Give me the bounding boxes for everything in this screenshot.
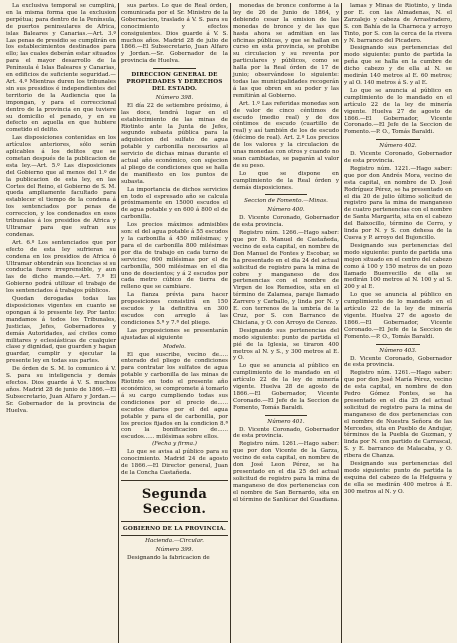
paragraph: Registro núm. 1261.—Hago saber: que por don Vicente de la Garza, vecino de esta capital, en nombre de don José Leon Pérez, se ha presentado en el dia 25 del actual solicitud de registro para la mina de manganeso de dos pertenencias con el nombre de San Bernardo, sita en el término de Sanlúcar del Guadiana. <box>233 441 339 503</box>
notice-number: Número 402. <box>379 143 417 150</box>
column-2 <box>119 3 230 643</box>
paragraph: Designando la fabricacion de <box>127 554 210 561</box>
government-heading: GOBIERNO DE LA PROVINCIA. <box>122 525 227 532</box>
paragraph: Designando sus pertenencias del modo siguiente: punto de partida la esquina del cabezo de la Helguera y de ella se medirán 400 metros á E. 300 metros al N. y O. <box>344 461 452 495</box>
section-divider <box>376 344 419 345</box>
section-label: Seccion de Fomento.—Minas. <box>244 198 328 205</box>
paragraph: Art. 1.º Las referidas monedas son de valor de cinco céntimos de escudo (medio real) y de dos céntimos de escudo (cuartillo de real) y así también de los de escudo (décimo de real). Art. 2.º Los precios de los valores y la circulacion de unas monedas con otros y cuando no sean cambiadas, se pagarán al valor de su peso. <box>233 100 339 169</box>
paragraph: De órden de S. M. lo comunico á V. S. para su inteligencia y demás efectos. Dios guarde á V. S. muchos años. Madrid 28 de junio de 1866.—El Subsecretario, Juan Alfaro y Jordan.—Sr. Gobernador de la provincia de Huelva. <box>6 366 116 414</box>
paragraph: Designando sus pertenencias del modo siguiente: punto de partida una mojon situado en el centro del cabezo como á 100 y 150 metros de un pozo llamado Buenvecillo de ella se medirán 100 metros al N. 100 y al S. 200 y al E. <box>344 242 452 291</box>
paragraph: Los precios máximos admisibles son: el del agua potable á 55 escudos y la carbonilla á 450 milésimas; y para el de carbonilla 800 milésimas por dia de trabajo en cada turno de servicios; 600 milésimas por el de carbonilla, 500 milésimas en el dia uno de doscientos; y á 2 escudos por cada metro cúbico de tierra de relleno que se cambiare. <box>121 222 228 291</box>
paragraph: Art. 6.º Los sentenciados que por efecto de esta ley sufrieran su condena en los presidios de Africa ó Ultramar obtendrán sus licencias si su conducta fuere irreprensible, y aun las de dicho mando.—Art. 7.º El Gobierno podrá utilizar el trabajo de los sentenciados á trabajos públicos. <box>6 239 116 295</box>
section-divider <box>153 68 196 69</box>
paragraph: Registro núm. 1261.—Hago saber: que por don José María Pérez, vecino de esta capital, en nombre de don Pedro Gómez Fontes, se ha presentado en el dia 25 del actual solicitud de registro para la mina de manganeso de dos pertenencias con el nombre de Nuestra Señora de las Mercedes, sita en Pueblo de Andujar, términos de la Puebla de Guzman, y linda por N. con partido de Carrascal, S. y E. barranco de Malacaba, y O. ribera de Chanza. <box>344 370 452 460</box>
section-title: Segunda Seccion. <box>141 486 208 517</box>
paragraph: El día 22 de setiembre próximo, á las doce, tendrá lugar en el establecimiento de las minas de Riotinto ante la Junta de Jefes, segundo subasta pública para la adquisicion del sulfato de agua potable y carbonilla necesarios al servicio de dichas minas durante el actual año económico, con sujecion al pliego de condiciones que se halla de manifiesto en los puntos de subasta. <box>121 102 228 185</box>
column-4 <box>342 3 452 643</box>
subsection-label: Hacienda.—Circular. <box>145 537 204 544</box>
column-3 <box>231 3 341 643</box>
notice-number: Número 401. <box>267 418 305 425</box>
notice-number: Número 398. <box>155 94 194 101</box>
section-divider <box>265 415 307 416</box>
paragraph: Registro núm. 1221.—Hago saber: que por don Andrés Mora, vecino de esta capital, en nombre de D. José Rodríguez Pérez, se ha presentado en el dia 20 de julio último solicitud de registro para la mina de manganeso de cuatro pertenencias con el nombre de Santa Margarita, sita en el cabezo del Baixocillo, término de Cerro, y linda por N. y S. con dehesa de la Cueva y P. arroyo del Bujoncillo. <box>344 165 452 241</box>
notice-number: Número 399. <box>155 546 194 553</box>
paragraph: Registro núm. 1266.—Hago saber: que por D. Manuel de Castañeda, vecino de esta capital, en nombre de Don Manuel de Fontes y Escobar, se ha presentado en el dia 24 del actual solicitud de registro para la mina de cobre y manganeso de dos pertenencias con el nombre de Virgen de los Remedios, sita en el término de Zalamea, paraje llamado Zarrero y Carballo, y linda por N. y E. con terrenos de la umbría de la Cruz, por S. con Barranco de Chiclana, y O. con Arroyo de Cerezo. <box>233 230 339 326</box>
notice-number: Número 400. <box>267 207 305 214</box>
paragraph: La importancia de dichos servicios en todo el espresado año se calcula próximamente en 15000 escudos el de agua potable y en 600 á 800 el de carbonilla. <box>121 186 228 221</box>
government-banner <box>121 521 228 536</box>
section-heading: DIRECCION GENERAL DE PROPIEDADES Y DERECHOS DEL ESTADO. <box>126 72 223 92</box>
date-signature: (Fecha y firma.) <box>152 441 197 448</box>
paragraph: Lo que se anuncia al público en cumplimiento de lo mandado en el artículo 22 de la ley de minería vigente. Huelva 28 de agosto de 1866.—El Gobernador, Vicente Coronado.—El Jefe de la Seccion de Fomento, Tomás Baraldi. <box>233 363 339 411</box>
notice-number: Número 403. <box>379 347 417 354</box>
paragraph: Lo que se anuncia al público en cumplimiento de lo mandado en el artículo 22 de la ley de minería vigente. Huelva 27 de agosto de 1866.—El Gobernador, Vicente Coronado.—El Jefe de la Seccion de Fomento.—P. O., Tomás Baraldi. <box>344 292 452 340</box>
paragraph: sus partes. Lo que de Real órden, comunicada por el Sr. Ministro de la Gobernacion, traslado á V. S. para su conocimiento y efectos consiguientes. Dios guarde á V. S. muchos años. Madrid 28 de julio de 1866.—El Subsecretario, Juan Alfaro y Jordan.—Sr. Gobernador de la provincia de Huelva. <box>121 3 228 65</box>
paragraph: D. Vicente Coronado, Gobernador de esta provincia. <box>344 355 452 369</box>
paragraph: Las disposiciones contenidas en los artículos anteriores, sólo serán aplicables á los delitos que se cometan después de la publicacion de esta ley.—Art. 5.º Las disposiciones del Gobierno que al menos del 1.º de la publicacion de esta ley, en las Cortes del Reino, el Gobierno de S. M. queda ampliamente facultado para establecer el tiempo de la condena á los sentenciados por penas de correccion, y los condenados en esos tribunales á los presidios de Africa y Ultramar para que sufran sus condenas. <box>6 135 116 238</box>
paragraph: monedas de bronce conforme á la ley de 26 de Junio de 1864, y debiendo cesar la emision de las monedas de bronce y de las que hasta ahora se admitian en las oficinas públicas, y que se hallan en curso en esta provincia, se prohibe su circulacion y su reventa por particulares y públicos, como se halla por la Real órden de 17 de junio; observándose lo siguiente: todas las municipalidades recogerán á las que obren en su poder y las remitirán al Gobierno. <box>233 3 339 99</box>
paragraph: La fianza prévia para hacer proposiciones consistirá en 150 escudos y la definitiva en 300 escudos con arreglo á las condiciones 5.ª y 7.ª del pliego. <box>121 292 228 326</box>
column-1 <box>6 3 118 643</box>
section-divider <box>121 480 228 481</box>
paragraph: D. Vicente Coronado, Gobernador de esta provincia. <box>233 426 339 440</box>
paragraph: D. Vicente Coronado, Gobernador de esta provincia. <box>344 151 452 165</box>
section-divider <box>265 194 307 195</box>
model-label: Modelo. <box>163 343 186 350</box>
columns <box>6 3 453 643</box>
section-divider <box>376 139 419 140</box>
paragraph: La exclusiva temporal se cumplirá, en la misma forma que la exclusion perpétua; para dentro de la Península, de puertos peninsulares de Africa, islas Baleares y Canarias.—Art. 3.º Las penas de presidio se cumplirán en los establecimientos destinados para ello; las cuales deberán estar situados para el mayor desarrollo de la Península é Islas Baleares y Canarias, en edificios de suficiente seguridad.—Art. 4.º Mientras duren los tribunales sin sus presidios é independientes del territorio de la Audiencia que la impongan, y para el correccional dentro de la provincia en que tuviere su domicilio el penado, y en su defecto en aquella en que hubiere cometido el delito. <box>6 3 116 134</box>
paragraph: Quedan derogadas todas las disposiciones vigentes en cuanto se opongan á lo presente ley. Por tanto: mandamos á todos los Tribunales, Justicias, Jefes, Gobernadores y demás Autoridades, así civiles como militares y eclesiásticas de cualquier clase y dignidad, que guarden y hagan guardar, cumplir y ejecutar la presente ley en todas sus partes. <box>6 296 116 365</box>
paragraph: El que suscribe, vecino de..... enterado del pliego de condiciones para contratar los sulfatos de agua potable y carbonilla de las minas de Riotinto en todo el presente año económico, se compromete á tomarlo á su cargo cumpliendo todas sus condiciones por el precio de...... escudos diarios por el del agua potable y para el de carbonilla, por los precios fijados en la condicion 8.ª con la bonificacion de...... escudos...... milésimas sobre ellos. <box>121 351 228 441</box>
paragraph: Las proposiciones se presentarán ajustadas al siguiente <box>121 327 228 341</box>
paragraph: Lo que se dispone en cumplimiento de la Real órden y demás disposiciones. <box>233 170 339 191</box>
paragraph: Lo que se avisa al público para su conocimiento. Madrid 24 de agosto de 1866.—El Director general, Juan de la Concha Castañeda. <box>121 449 228 476</box>
paragraph: Designando sus pertenencias del modo siguiente: punto de partida el pié de la Iglesia, se tiraron 400 metros al N. y S., y 300 metros al E. y O. <box>233 327 339 362</box>
paragraph: lamas y Minas de Riotinto, y linda por E. con las Almadenas, N. el Zarzalejo y cabeza de Arrastradero, S. con Bahía de la Charneca y arroyo Tinto, por S. con la cerca de la rivera y N. barranco del Picadero. <box>344 3 452 44</box>
paragraph: Designando sus pertenencias del modo siguiente: punto de partida la peña que se halla en la cumbre de dicho cabezo y de ella al N. se medirán 140 metros al E. 60 metros; y al O. 140 metros á S. y al E. <box>344 45 452 86</box>
paragraph: D. Vicente Coronado, Gobernador de esta provincia. <box>233 215 339 229</box>
paragraph: Lo que se anuncia al público en cumplimiento de lo mandado en el artículo 22 de la ley de minería vigente. Huelva 27 de agosto de 1866.—El Gobernador, Vicente Coronado.—El Jefe de la Seccion de Fomento.—P. O., Tomás Baraldi. <box>344 87 452 136</box>
